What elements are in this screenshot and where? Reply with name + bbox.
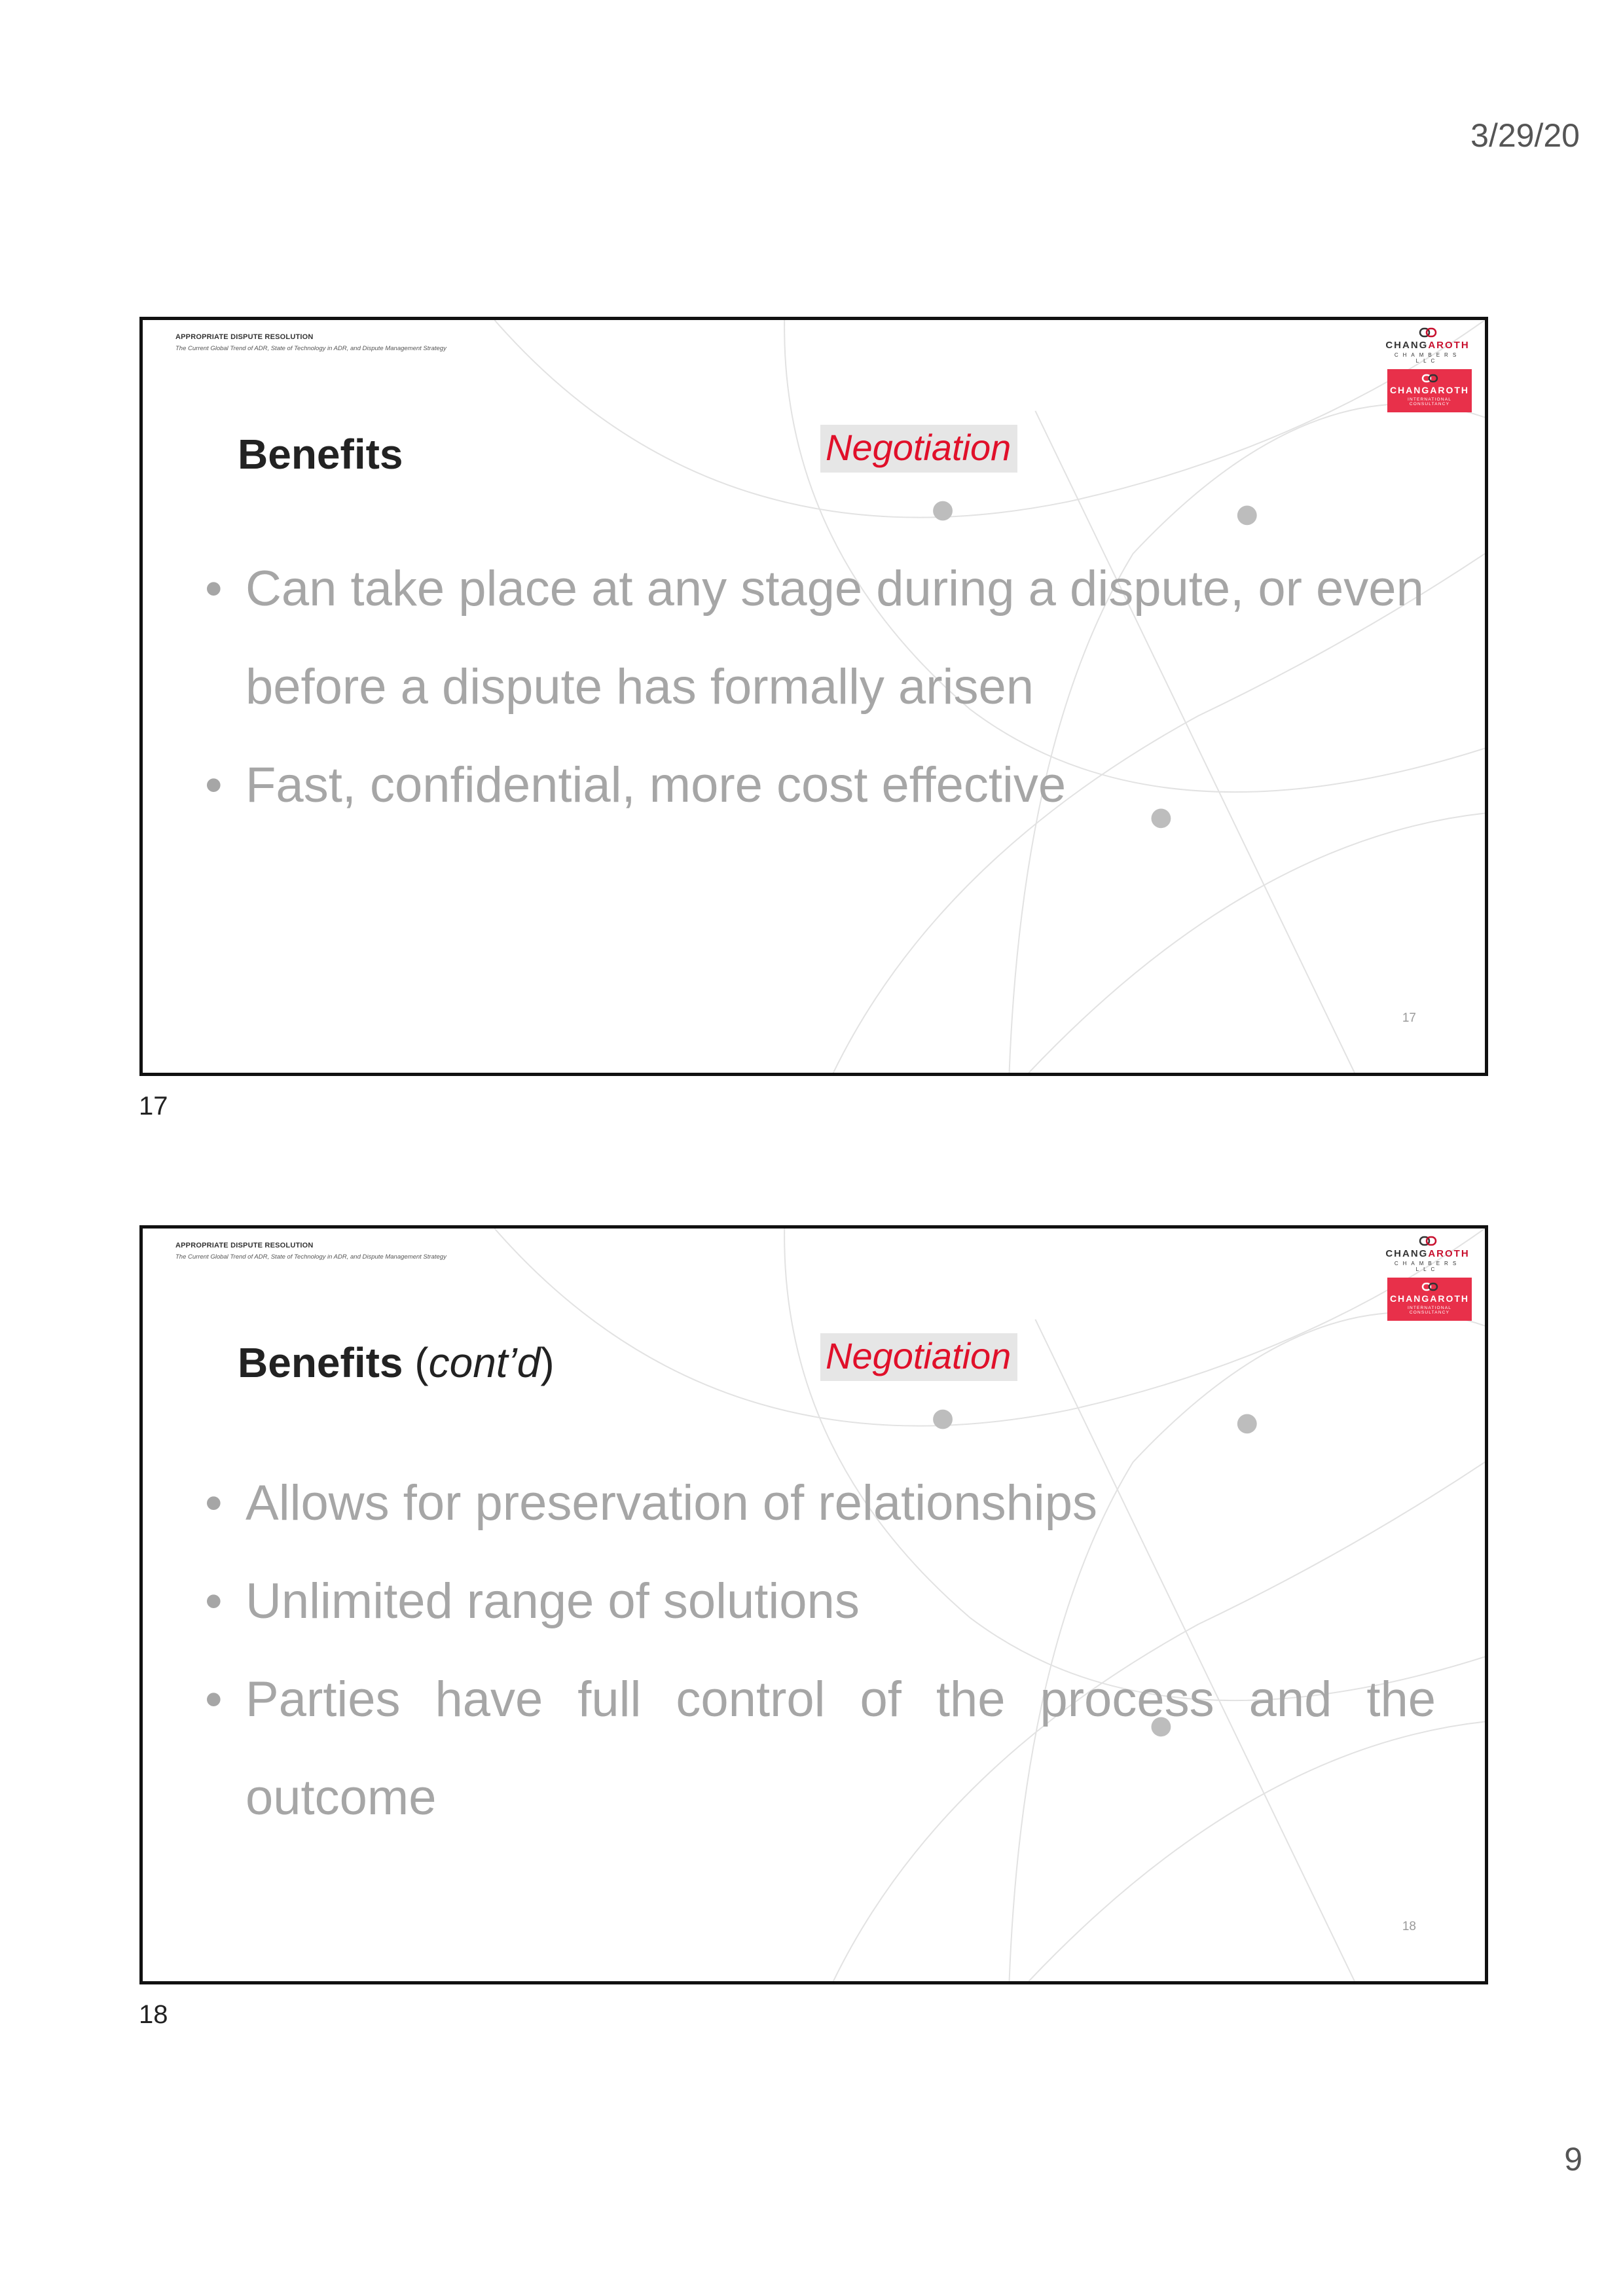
- slide-caption: 18: [139, 2000, 168, 2029]
- slide-heading: Benefits: [238, 431, 403, 478]
- logo-box-subtitle: INTERNATIONAL CONSULTANCY: [1407, 397, 1452, 406]
- arc-node: [933, 501, 953, 521]
- logo-wordmark: CHANGAROTH: [1385, 340, 1470, 351]
- slide-header-subtitle: The Current Global Trend of ADR, State of Technology in ADR, and Dispute Management Strategy: [175, 345, 447, 352]
- logo-box-subtitle: INTERNATIONAL CONSULTANCY: [1407, 1306, 1452, 1315]
- slide-caption: 17: [139, 1092, 168, 1121]
- slide-footer-number: 17: [1402, 1011, 1416, 1025]
- topic-tag: Negotiation: [820, 425, 1017, 473]
- bullet-item: • Allows for preservation of relationships: [205, 1454, 1436, 1552]
- logo-subtitle: CHAMBERS LLC: [1394, 1261, 1461, 1272]
- logo-box-name: CHANGAROTH: [1389, 1293, 1470, 1304]
- slide-header-title: APPROPRIATE DISPUTE RESOLUTION: [175, 333, 314, 341]
- page-number: 9: [1564, 2141, 1582, 2178]
- bullet-item: • Can take place at any stage during a dispute, or even before a dispute has formally arisen: [205, 540, 1436, 736]
- bullet-item: • Fast, confidential, more cost effective: [205, 736, 1436, 834]
- logo-consultancy-box: [1387, 1278, 1472, 1321]
- logo-consultancy-box: [1387, 369, 1472, 412]
- chain-link-icon: [1419, 1235, 1437, 1247]
- bullet-item: • Parties have full control of the process and the outcome: [205, 1651, 1436, 1847]
- arc-node: [1237, 506, 1257, 526]
- changaroth-logo: [1383, 327, 1472, 412]
- logo-box-name: CHANGAROTH: [1389, 385, 1470, 395]
- slide-18: [139, 1225, 1488, 1984]
- bullet-item: • Unlimited range of solutions: [205, 1552, 1436, 1651]
- arc-node: [933, 1410, 953, 1429]
- bullet-list: [205, 540, 1436, 834]
- chain-link-icon: [1419, 327, 1437, 338]
- chain-link-icon: [1421, 1278, 1438, 1292]
- topic-tag: Negotiation: [820, 1333, 1017, 1381]
- slide-heading: Benefits (cont’d): [238, 1339, 555, 1386]
- slide-17: [139, 317, 1488, 1076]
- logo-subtitle: CHAMBERS LLC: [1394, 352, 1461, 364]
- chain-link-icon: [1421, 369, 1438, 384]
- bullet-list: [205, 1454, 1436, 1847]
- slide-header-title: APPROPRIATE DISPUTE RESOLUTION: [175, 1242, 314, 1249]
- slide-footer-number: 18: [1402, 1920, 1416, 1933]
- logo-wordmark: CHANGAROTH: [1385, 1248, 1470, 1259]
- arc-node: [1237, 1414, 1257, 1434]
- changaroth-logo: [1383, 1235, 1472, 1321]
- page-date: 3/29/20: [1470, 117, 1580, 154]
- slide-header-subtitle: The Current Global Trend of ADR, State of Technology in ADR, and Dispute Management Strategy: [175, 1253, 447, 1261]
- heading-suffix: cont’d: [428, 1339, 541, 1386]
